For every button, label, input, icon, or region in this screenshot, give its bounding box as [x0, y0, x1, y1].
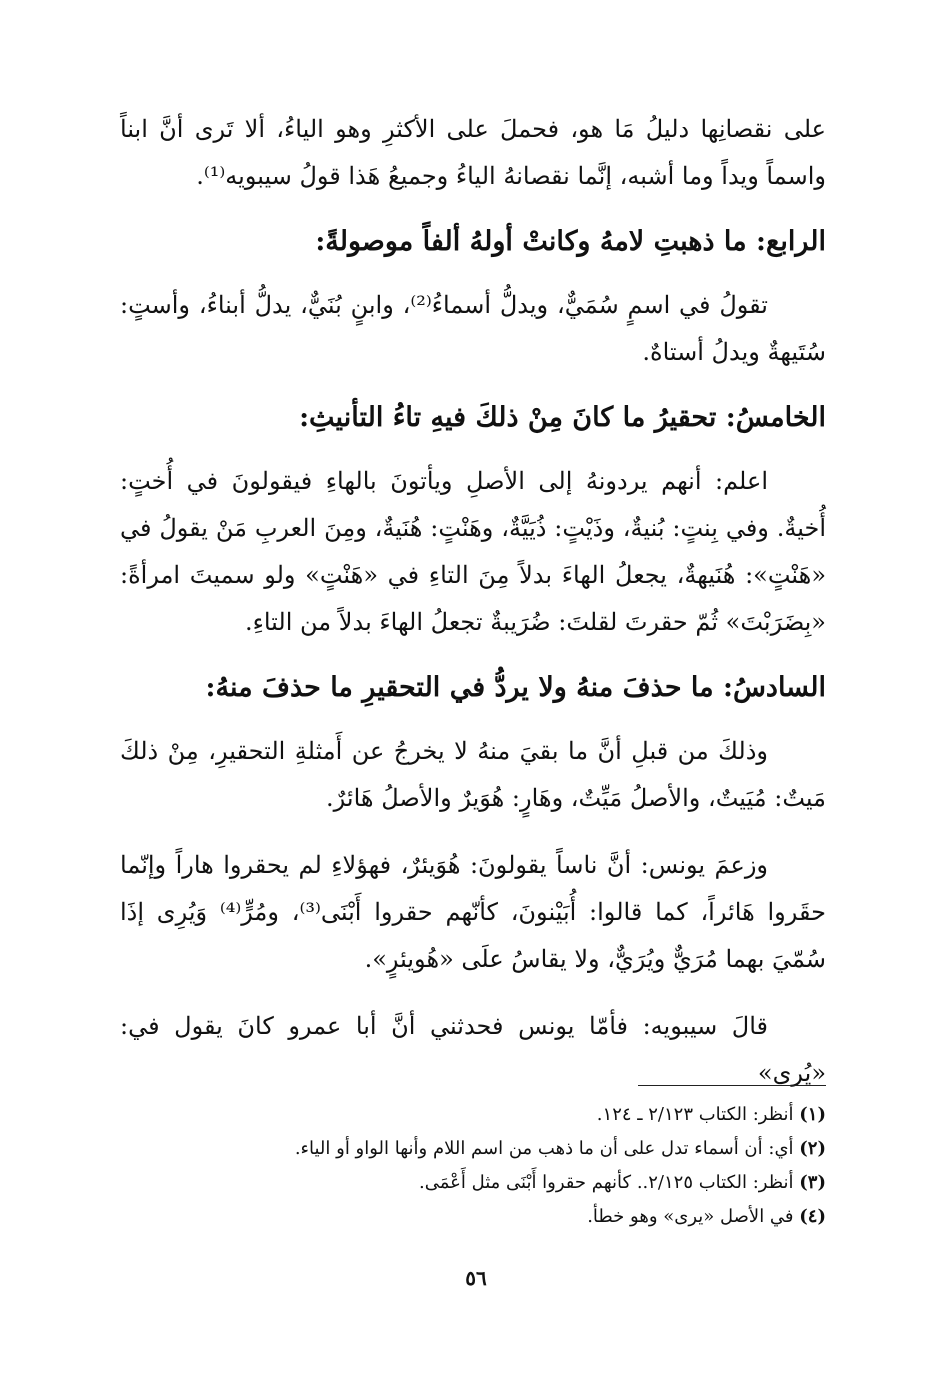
paragraph-fourth: تقولُ في اسمٍ سُمَيٌّ، ويدلُّ أسماءُ⁽²⁾، وابنٍ بُنَيٌّ، يدلُّ أبناءُ، وأستٍ: سُتَيهةٌ ويدلُ أستاهٌ.	[120, 291, 826, 366]
page-number: ٥٦	[465, 1266, 487, 1290]
footnote-text: أنظر: الكتاب ٢/١٢٣ ـ ١٢٤.	[596, 1104, 794, 1125]
footnote-text: أي: أن أسماء تدل على أن ما ذهب من اسم اللام وأنها الواو أو الياء.	[294, 1138, 794, 1159]
footnote-text: في الأصل «يرى» وهو خطأ.	[587, 1206, 794, 1227]
paragraph-yunus: وزعمَ يونس: أنَّ ناساً يقولونَ: هُوَيئرٌ، فهؤلاءِ لم يحقروا هاراً وإنّما حقَروا هَائراً، كما قالوا: أُبَيْنونَ، كأنّهم حقروا أَبْنَى⁽³⁾، ومُرٍّ⁽⁴⁾ وَيُرِى إذَا سُمّيَ بهما مُرَيٌّ ويُرَيٌّ، ولا يقاسُ علَى «هُويئرٍ».	[120, 851, 826, 973]
footnote-number: (٣)	[799, 1172, 826, 1193]
paragraph-sixth: وذلكَ من قبلِ أنَّ ما بقيَ منهُ لا يخرجُ عن أَمثلةِ التحقيرِ، مِنْ ذلكَ مَيتٌ: مُيَيتٌ، والأصلُ مَيِّتٌ، وهَارٍ: هُوَيرٌ والأصلُ هَائرٌ.	[120, 737, 826, 812]
footnote-number: (١)	[799, 1104, 826, 1125]
paragraph-fifth: اعلم: أنهم يردونهُ إلى الأصلِ ويأتونَ بالهاءِ فيقولونَ في أُختٍ: أُخيةٌ. وفي بِنتٍ: بُنيةٌ، وذَيْتٍ: ذُيَيَّةٌ، وهَنْتٍ: هُنَيةٌ، ومِنَ العربِ مَنْ يقولُ في «هَنْتٍ»: هُنَيهةٌ، يجعلُ الهاءَ بدلاً مِنَ التاءِ في «هَنْتٍ» ولو سميتَ امرأةً: «بِضَرَبْتَ» ثُمّ حقرتَ لقلتَ: ضُرَيبةٌ تجعلُ الهاءَ بدلاً من التاءِ.	[120, 467, 826, 636]
footnote-item	[126, 1132, 826, 1166]
footnote-item	[126, 1200, 826, 1234]
paragraph-sibawayh: قالَ سيبويه: فأمّا يونس فحدثني أنَّ أبا عمرو كانَ يقول في: «يُرى»	[120, 1012, 826, 1087]
section-heading-sixth: السادسُ: ما حذفَ منهُ ولا يردُّ في التحقيرِ ما حذفَ منهُ:	[205, 672, 826, 703]
section-heading-fifth: الخامسُ: تحقيرُ ما كانَ مِنْ ذلكَ فيهِ تاءُ التأنيثِ:	[299, 402, 826, 433]
footnote-number: (٢)	[799, 1138, 826, 1159]
footnote-number: (٤)	[799, 1206, 826, 1227]
main-text	[120, 106, 826, 1097]
section-heading-fourth: الرابع: ما ذهبتِ لامهُ وكانتْ أولهُ ألفاً موصولةً:	[315, 226, 826, 257]
footnote-text: أنظر: الكتاب ٢/١٢٥.. كأنهم حقروا أَبْنَى مثل أَعْمَى.	[418, 1172, 794, 1193]
footnote-divider	[638, 1085, 826, 1086]
footnote-item	[126, 1166, 826, 1200]
paragraph-intro: على نقصانِها دليلُ مَا هو، فحملَ على الأكثرِ وهو الياءُ، ألا تَرى أنَّ ابناً واسماً ويداً وما أشبه، إنَّما نقصانهُ الياءُ وجميعُ هَذا قولُ سيبويه⁽¹⁾.	[120, 115, 826, 190]
footnotes	[126, 1098, 826, 1234]
footnote-item	[126, 1098, 826, 1132]
